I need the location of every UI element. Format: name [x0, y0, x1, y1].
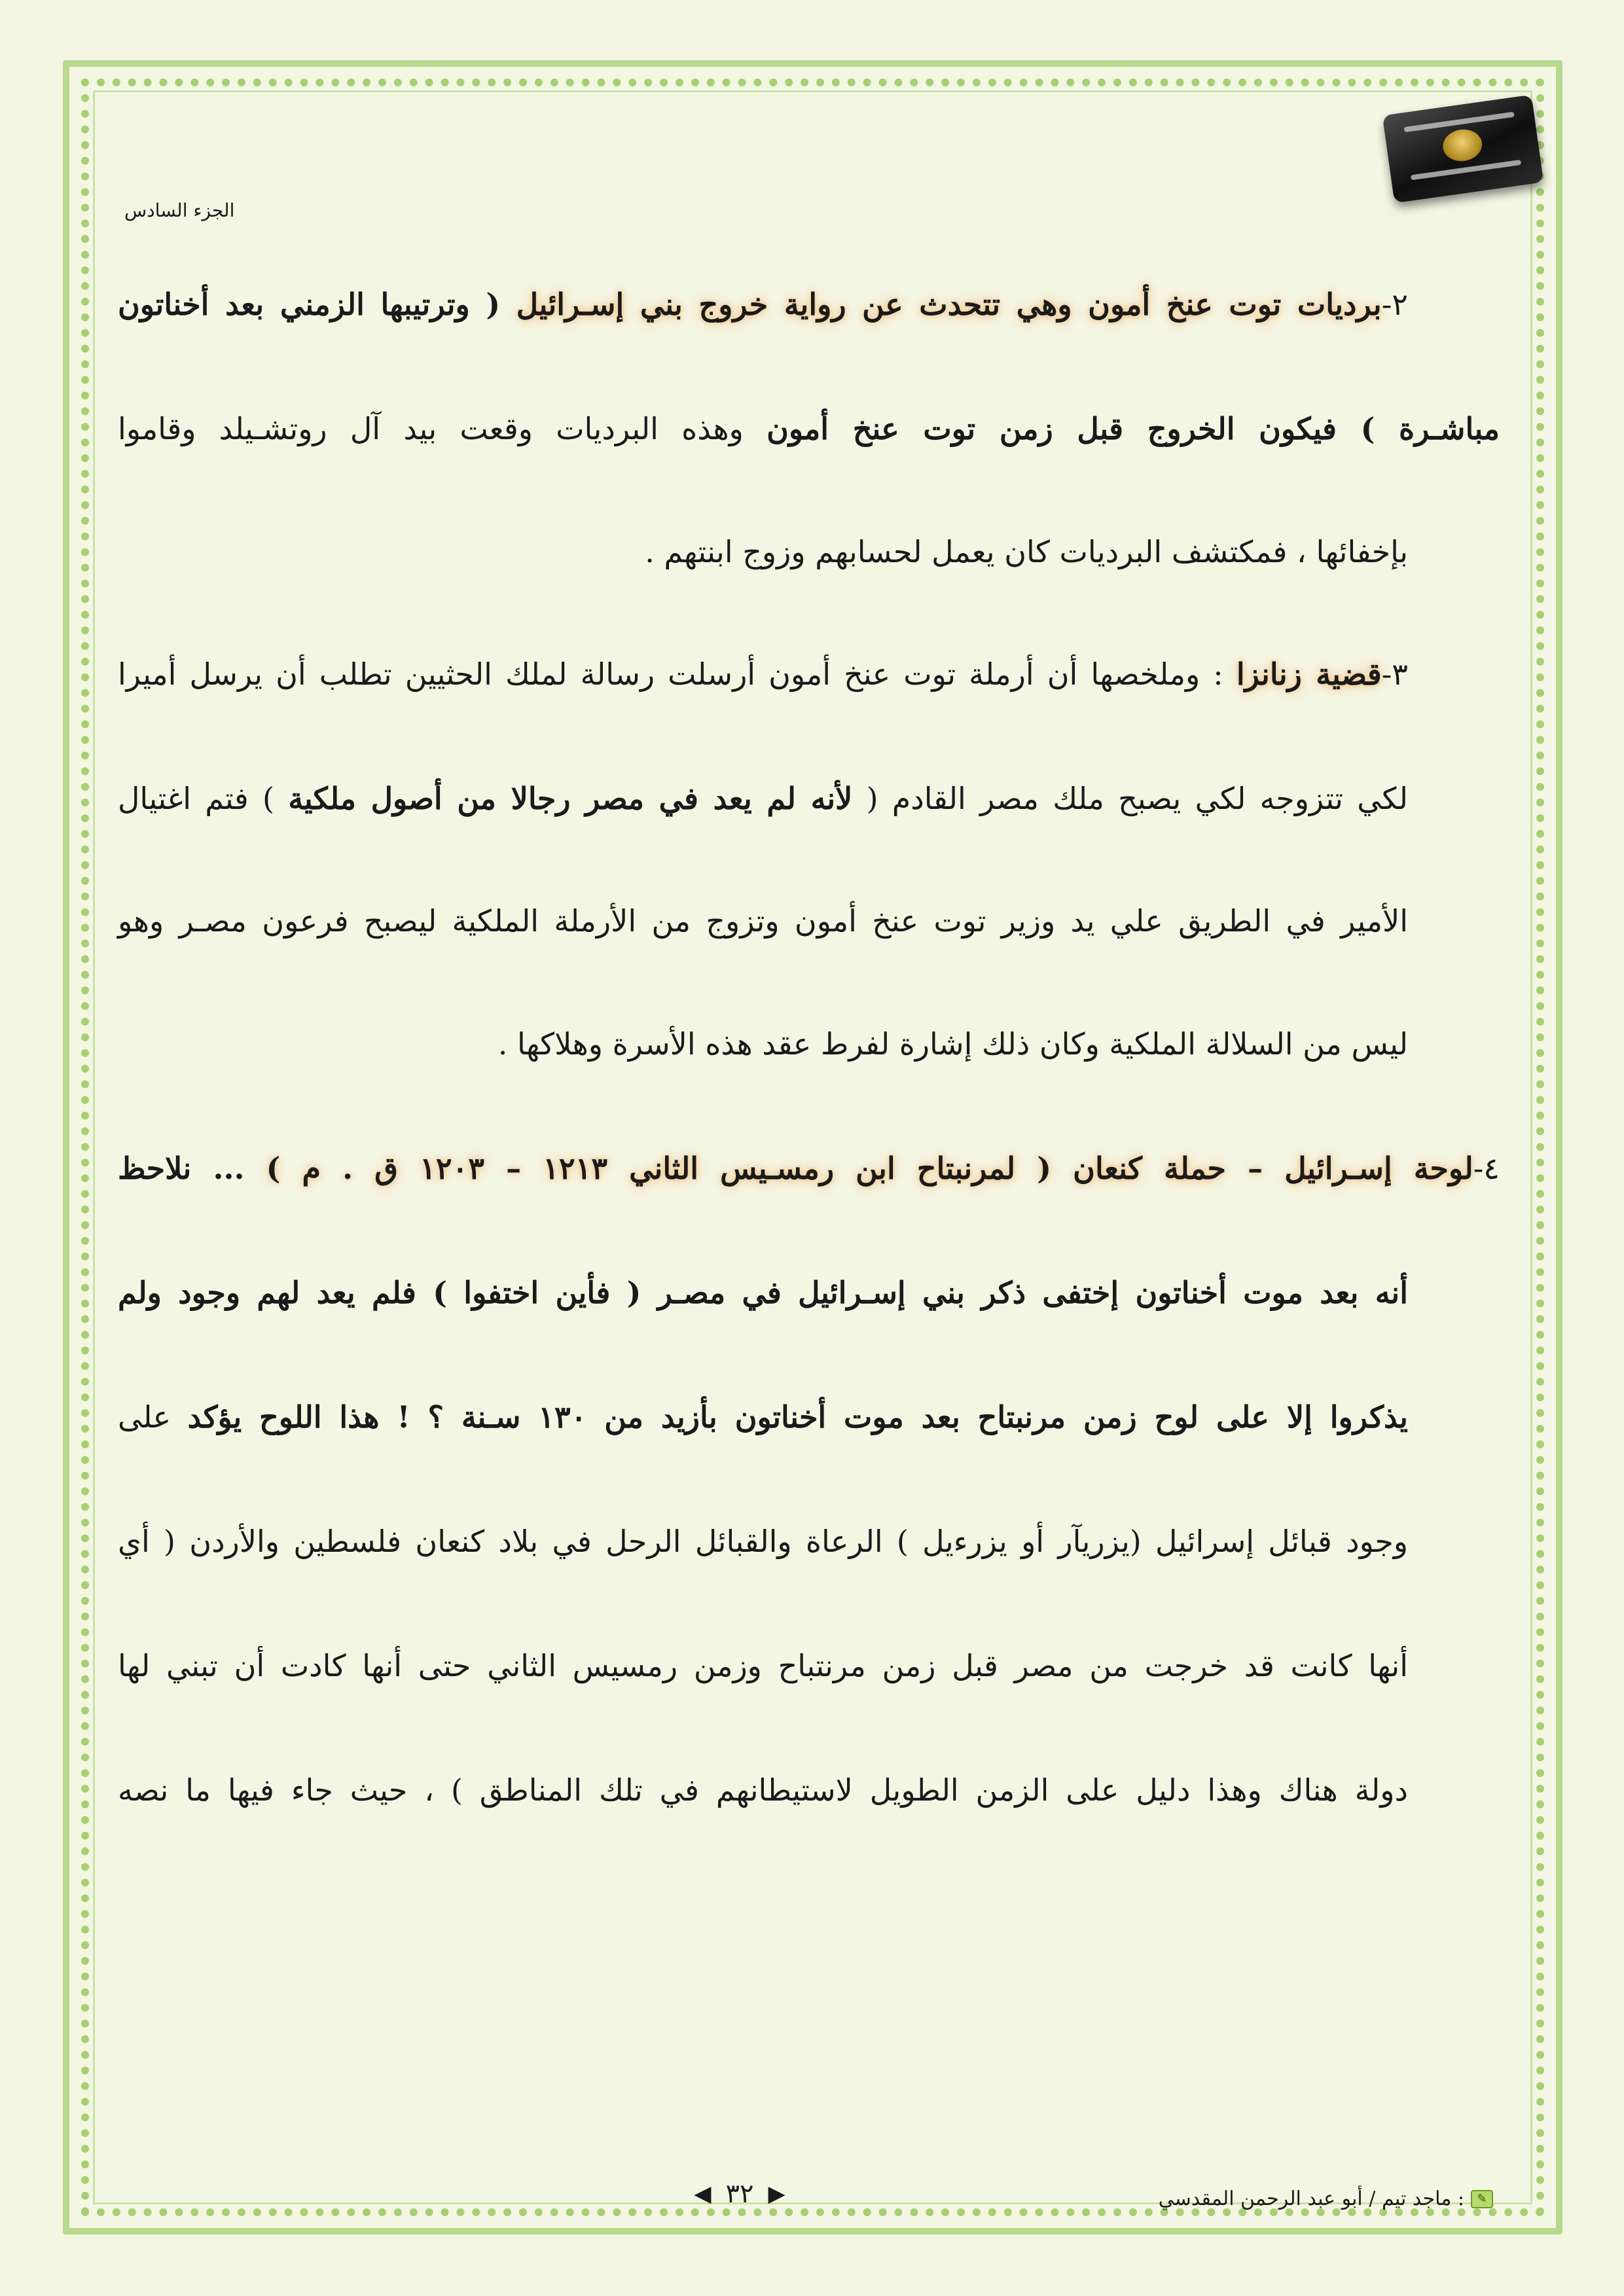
triangle-right-icon[interactable]: ▶ — [768, 2181, 785, 2207]
triangle-left-icon[interactable]: ◀ — [694, 2181, 712, 2207]
highlighted-heading: لوحة إسـرائيل – حملة كنعان ( لمرنبتاح ابن رمسـيس الثاني ١٢١٣ – ١٢٠٣ ق . م ) — [266, 1151, 1473, 1186]
text-segment: دولة هناك وهذا دليل على الزمن الطويل لاستيطانهم في تلك المناطق ) ، حيث جاء فيها ما نصه — [118, 1772, 1408, 1808]
text-line — [118, 275, 1408, 334]
text-segment: ... نلاحظ — [118, 1151, 266, 1186]
pen-icon: ✎ — [1471, 2190, 1493, 2208]
text-segment: وجود قبائل إسرائيل (يزريآر أو يزرءيل ) الرعاة والقبائل الرحل في بلاد كنعان فلسطين والأردن ( أي — [118, 1524, 1408, 1559]
text-segment: : وملخصها أن أرملة توت عنخ أمون أرسلت رسالة لملك الحثيين تطلب أن يرسل أميرا — [118, 656, 1236, 692]
text-segment: ليس من السلالة الملكية وكان ذلك إشارة لفرط عقد هذه الأسرة وهلاكها . — [497, 1026, 1408, 1062]
text-segment: ) فتم اغتيال — [118, 781, 289, 816]
text-segment: ٣- — [1381, 656, 1408, 692]
text-line — [118, 1761, 1408, 1820]
text-segment: الأمير في الطريق علي يد وزير توت عنخ أمون وتزوج من الأرملة الملكية ليصبح فرعون مصـر وهو — [118, 903, 1408, 939]
text-segment: لأنه لم يعد في مصر رجالا من أصول ملكية — [288, 781, 853, 816]
highlighted-heading: برديات توت عنخ أمون وهي تتحدث عن رواية خروج بني إسـرائيل — [516, 287, 1382, 322]
text-segment: ( وترتيبها الزمني بعد أخناتون — [118, 287, 516, 322]
text-line — [118, 1139, 1500, 1198]
page-number: ٣٢ — [725, 2179, 754, 2209]
footer-author — [1159, 2187, 1493, 2210]
text-line — [118, 645, 1408, 704]
text-line — [118, 399, 1500, 458]
text-segment: بإخفائها ، فمكتشف البرديات كان يعمل لحسابهم وزوج ابنتهم . — [645, 534, 1408, 569]
part-label: الجزء السادس — [124, 200, 235, 221]
text-line — [118, 1014, 1408, 1073]
text-segment: ٢- — [1381, 287, 1408, 322]
text-segment: أنه بعد موت أخناتون إختفى ذكر بني إسـرائيل في مصـر ( فأين اختفوا ) فلم يعد لهم وجود ولم — [118, 1275, 1408, 1310]
text-segment: لكي تتزوجه لكي يصبح ملك مصر القادم ( — [852, 781, 1408, 816]
text-segment: أنها كانت قد خرجت من مصر قبل زمن مرنتباح وزمن رمسيس الثاني حتى أنها كادت أن تبني لها — [118, 1648, 1408, 1683]
text-segment: مباشـرة ) فيكون الخروج قبل زمن توت عنخ أمون — [767, 411, 1500, 446]
text-line — [118, 1263, 1408, 1322]
text-segment: ٤- — [1473, 1151, 1500, 1186]
text-segment: على — [118, 1399, 188, 1435]
text-line — [118, 1512, 1408, 1571]
text-segment: وهذه البرديات وقعت بيد آل روتشـيلد وقاموا — [118, 411, 767, 446]
page-pager — [674, 2174, 805, 2214]
text-line — [118, 522, 1408, 581]
text-line — [118, 1388, 1408, 1446]
text-segment: يذكروا إلا على لوح زمن مرنبتاح بعد موت أخناتون بأزيد من ١٣٠ سـنة ؟ ! هذا اللوح يؤكد — [187, 1399, 1408, 1435]
text-line — [118, 769, 1408, 828]
highlighted-heading: قضية زنانزا — [1236, 656, 1382, 692]
text-line — [118, 891, 1408, 950]
text-line — [118, 1636, 1408, 1695]
author-name: : ماجد تيم / أبو عبد الرحمن المقدسي — [1158, 2187, 1464, 2210]
